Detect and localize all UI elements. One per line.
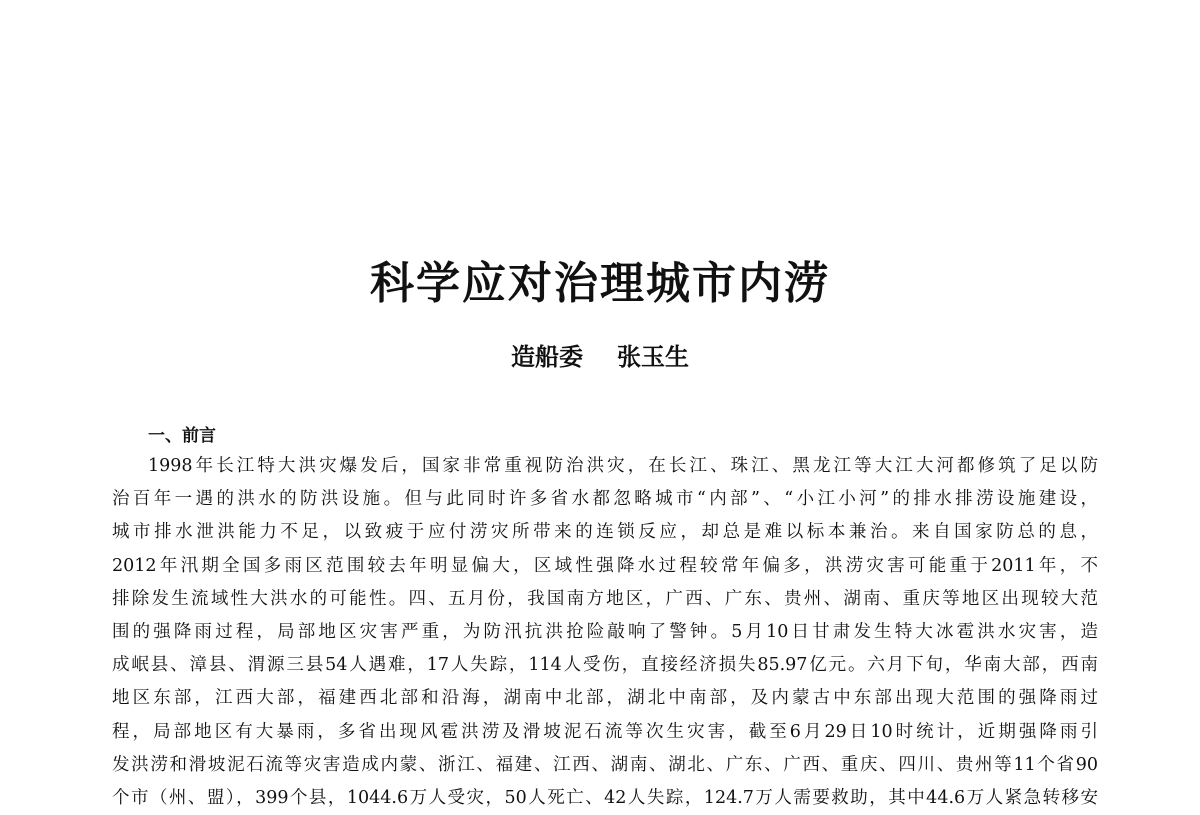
paragraph-line: 地区东部，江西大部，福建西北部和沿海，湖南中北部，湖北中南部，及内蒙古中东部出现大范围的强降雨过: [112, 688, 1098, 709]
paragraph-line: 成岷县、漳县、渭源三县54人遇难，17人失踪，114人受伤，直接经济损失85.97亿元。六月下旬，华南大部，西南: [112, 655, 1098, 676]
paragraph-line: 排除发生流域性大洪水的可能性。四、五月份，我国南方地区，广西、广东、贵州、湖南、重庆等地区出现较大范: [112, 588, 1098, 609]
paragraph-line: 2012年汛期全国多雨区范围较去年明显偏大，区域性强降水过程较常年偏多，洪涝灾害可能重于2011年，不: [112, 555, 1098, 576]
paragraph-line: 发洪涝和滑坡泥石流等灾害造成内蒙、浙江、福建、江西、湖南、湖北、广东、广西、重庆、四川、贵州等11个省90: [112, 754, 1098, 775]
paragraph-line: 城市排水泄洪能力不足，以致疲于应付涝灾所带来的连锁反应，却总是难以标本兼治。来自国家防总的息，: [112, 522, 1098, 543]
paragraph-line: 围的强降雨过程，局部地区灾害严重，为防汛抗洪抢险敲响了警钟。5月10日甘肃发生特大冰雹洪水灾害，造: [112, 621, 1098, 642]
article-title: 科学应对治理城市内涝: [370, 258, 830, 309]
paragraph-line: 个市（州、盟），399个县，1044.6万人受灾，50人死亡、42人失踪，124.7万人需要救助，其中44.6万人紧急转移安: [112, 787, 1098, 808]
section-heading: 一、前言: [148, 426, 216, 446]
body-paragraph: [112, 450, 1098, 815]
paragraph-line: 1998年长江特大洪灾爆发后，国家非常重视防治洪灾，在长江、珠江、黑龙江等大江大河都修筑了足以防: [148, 456, 1098, 476]
author-name: 张玉生: [617, 342, 689, 371]
author-name: 造船委: [511, 342, 583, 371]
paragraph-line: 程，局部地区有大暴雨，多省出现风雹洪涝及滑坡泥石流等次生灾害，截至6月29日10时统计，近期强降雨引: [112, 721, 1098, 742]
paragraph-line: 治百年一遇的洪水的防洪设施。但与此同时许多省水都忽略城市“内部”、“小江小河”的排水排涝设施建设，: [112, 489, 1098, 510]
author-line: [0, 340, 1200, 374]
